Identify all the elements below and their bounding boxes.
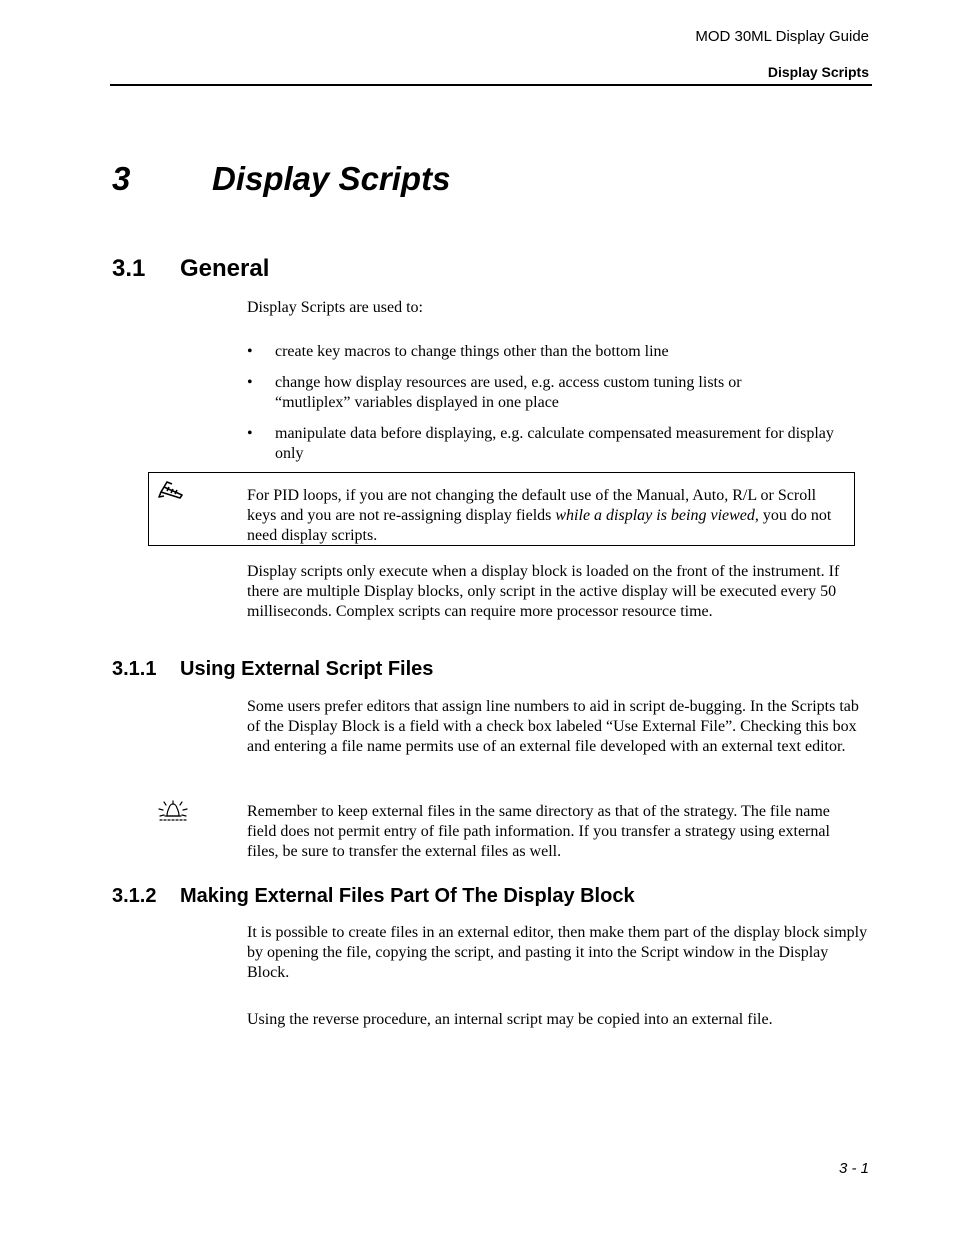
pencil-note-icon (158, 478, 188, 500)
caution-text: Remember to keep external files in the same directory as that of the strategy. The file name field does not permit entry of file path information. If you transfer a strategy using external files, be sure to transfer the external files as well. (247, 803, 830, 860)
bullet-item: change how display resources are used, e.g. access custom tuning lists or “mutliplex” variables displayed in one place (275, 374, 742, 411)
section-intro: Display Scripts are used to: (247, 299, 423, 316)
note-text-after: , you do not need display scripts. (247, 507, 832, 544)
note-text-before: For PID loops, if you are not changing the default use of the Manual, Auto, R/L or Scroll keys and you are not re-assigning display fields (247, 487, 817, 524)
bullet-marker: • (247, 374, 253, 391)
note-text (247, 486, 847, 546)
section-title: General (180, 255, 270, 282)
section-number: 3.1 (112, 255, 146, 282)
subsection-title: Making External Files Part Of The Display Block (180, 885, 635, 907)
bullet-item: create key macros to change things other than the bottom line (275, 343, 669, 360)
chapter-number: 3 (112, 160, 131, 197)
note-text-italic: while a display is being viewed (555, 507, 755, 524)
running-header-guide-title: MOD 30ML Display Guide (695, 28, 869, 45)
running-header-section-title: Display Scripts (767, 64, 869, 80)
chapter-title: Display Scripts (212, 160, 451, 197)
header-rule (110, 84, 872, 86)
subsection-body: Some users prefer editors that assign line numbers to aid in script de-bugging. In the Scripts tab of the Display Block is a field with a check box labeled “Use External File”. Checking this box and entering a file name permits use of an external file developed with an external text editor. (247, 698, 859, 755)
bullet-marker: • (247, 343, 253, 360)
bullet-item: manipulate data before displaying, e.g. calculate compensated measurement for display only (275, 425, 834, 462)
subsection-body: Using the reverse procedure, an internal script may be copied into an external file. (247, 1011, 773, 1028)
bullet-marker: • (247, 425, 253, 442)
subsection-body: It is possible to create files in an external editor, then make them part of the display block simply by opening the file, copying the script, and pasting it into the Script window in the Display Block. (247, 924, 868, 981)
page-number: 3 - 1 (838, 1160, 869, 1177)
subsection-number: 3.1.1 (112, 658, 157, 680)
subsection-title: Using External Script Files (180, 658, 434, 680)
bell-icon (156, 798, 190, 822)
section-body: Display scripts only execute when a display block is loaded on the front of the instrument. If there are multiple Display blocks, only script in the active display will be executed every 50 milliseconds. Complex scripts can require more processor resource time. (247, 563, 840, 620)
subsection-number: 3.1.2 (112, 885, 157, 907)
